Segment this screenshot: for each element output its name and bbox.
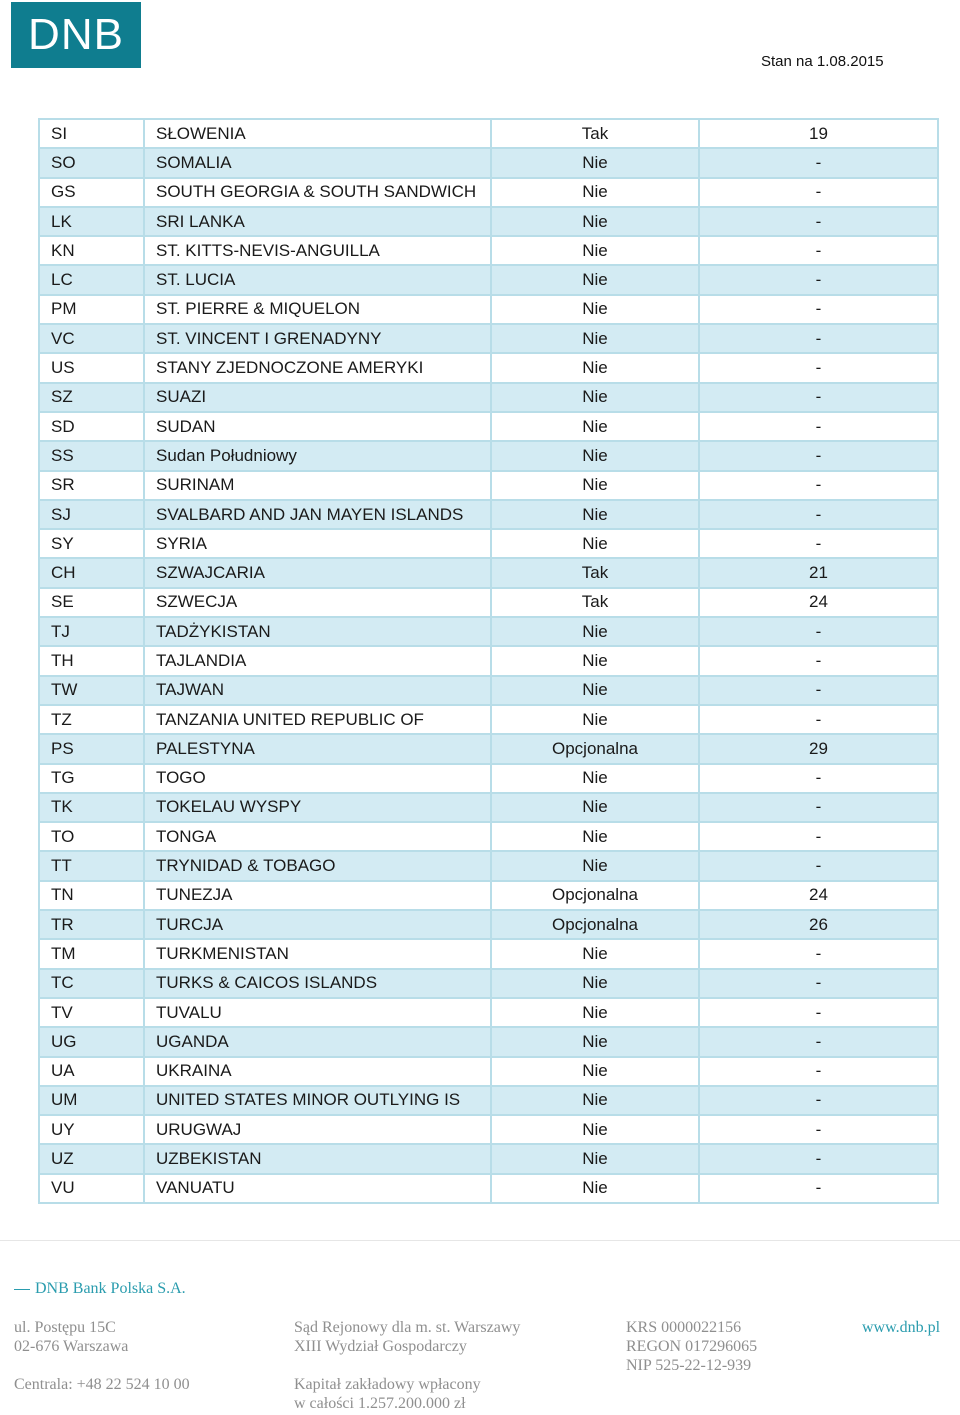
- status-cell: Nie: [491, 1144, 699, 1173]
- status-cell: Nie: [491, 324, 699, 353]
- table-row: [39, 236, 938, 265]
- table-row: [39, 588, 938, 617]
- country-code-cell: LC: [39, 265, 144, 294]
- country-code-cell: PS: [39, 734, 144, 763]
- status-cell: Nie: [491, 529, 699, 558]
- value-cell: -: [699, 500, 938, 529]
- value-cell: -: [699, 353, 938, 382]
- table-row: [39, 265, 938, 294]
- status-cell: Nie: [491, 764, 699, 793]
- table-row: [39, 851, 938, 880]
- status-cell: Nie: [491, 148, 699, 177]
- footer-regon: REGON 017296065: [626, 1338, 758, 1355]
- status-cell: Nie: [491, 1115, 699, 1144]
- status-cell: Tak: [491, 588, 699, 617]
- footer-divider: [0, 1240, 960, 1241]
- value-cell: -: [699, 998, 938, 1027]
- status-cell: Nie: [491, 353, 699, 382]
- table-row: [39, 617, 938, 646]
- country-name-cell: UNITED STATES MINOR OUTLYING IS: [144, 1086, 491, 1115]
- table-row: [39, 148, 938, 177]
- country-name-cell: TOGO: [144, 764, 491, 793]
- country-table: [38, 118, 939, 1204]
- country-name-cell: URUGWAJ: [144, 1115, 491, 1144]
- country-name-cell: TAJWAN: [144, 676, 491, 705]
- status-cell: Nie: [491, 265, 699, 294]
- footer-website-link[interactable]: www.dnb.pl: [862, 1319, 941, 1336]
- country-code-cell: TV: [39, 998, 144, 1027]
- country-code-cell: TG: [39, 764, 144, 793]
- status-cell: Opcjonalna: [491, 734, 699, 763]
- country-code-cell: UG: [39, 1027, 144, 1056]
- footer-address-line2: 02-676 Warszawa: [14, 1338, 129, 1355]
- footer-capital: [294, 1375, 481, 1413]
- value-cell: -: [699, 265, 938, 294]
- table-row: [39, 1115, 938, 1144]
- country-name-cell: TAJLANDIA: [144, 646, 491, 675]
- value-cell: -: [699, 1144, 938, 1173]
- footer-nip: NIP 525-22-12-939: [626, 1357, 752, 1374]
- country-code-cell: TZ: [39, 705, 144, 734]
- country-name-cell: ST. KITTS-NEVIS-ANGUILLA: [144, 236, 491, 265]
- table-row: [39, 764, 938, 793]
- country-code-cell: GS: [39, 178, 144, 207]
- table-row: [39, 793, 938, 822]
- table-row: [39, 500, 938, 529]
- table-row: [39, 383, 938, 412]
- country-name-cell: STANY ZJEDNOCZONE AMERYKI: [144, 353, 491, 382]
- value-cell: -: [699, 1057, 938, 1086]
- country-code-cell: UA: [39, 1057, 144, 1086]
- status-cell: Nie: [491, 178, 699, 207]
- status-cell: Nie: [491, 441, 699, 470]
- country-name-cell: PALESTYNA: [144, 734, 491, 763]
- table-row: [39, 939, 938, 968]
- country-name-cell: ST. LUCIA: [144, 265, 491, 294]
- country-name-cell: TRYNIDAD & TOBAGO: [144, 851, 491, 880]
- country-code-cell: SS: [39, 441, 144, 470]
- country-code-cell: TJ: [39, 617, 144, 646]
- table-row: [39, 1144, 938, 1173]
- value-cell: 21: [699, 558, 938, 587]
- country-code-cell: VU: [39, 1174, 144, 1203]
- country-code-cell: TM: [39, 939, 144, 968]
- table-row: [39, 705, 938, 734]
- footer-registry: [626, 1318, 757, 1375]
- dnb-logo: DNB: [11, 2, 141, 68]
- country-code-cell: TH: [39, 646, 144, 675]
- table-row: [39, 969, 938, 998]
- country-name-cell: TADŻYKISTAN: [144, 617, 491, 646]
- country-name-cell: UKRAINA: [144, 1057, 491, 1086]
- status-cell: Nie: [491, 1174, 699, 1203]
- country-code-cell: SR: [39, 471, 144, 500]
- country-name-cell: Sudan Południowy: [144, 441, 491, 470]
- status-cell: Nie: [491, 851, 699, 880]
- country-code-cell: VC: [39, 324, 144, 353]
- table-row: [39, 1027, 938, 1056]
- status-cell: Nie: [491, 236, 699, 265]
- footer-krs: KRS 0000022156: [626, 1319, 742, 1336]
- value-cell: -: [699, 148, 938, 177]
- country-name-cell: SVALBARD AND JAN MAYEN ISLANDS: [144, 500, 491, 529]
- table-row: [39, 558, 938, 587]
- country-name-cell: SOUTH GEORGIA & SOUTH SANDWICH: [144, 178, 491, 207]
- footer-address-line1: ul. Postępu 15C: [14, 1319, 116, 1336]
- value-cell: -: [699, 705, 938, 734]
- country-code-cell: TR: [39, 910, 144, 939]
- status-cell: Nie: [491, 471, 699, 500]
- value-cell: 24: [699, 588, 938, 617]
- footer-phone: Centrala: +48 22 524 10 00: [14, 1376, 190, 1393]
- status-cell: Nie: [491, 207, 699, 236]
- table-row: [39, 822, 938, 851]
- footer-capital-line1: Kapitał zakładowy wpłacony: [294, 1376, 481, 1393]
- status-cell: Nie: [491, 1027, 699, 1056]
- value-cell: -: [699, 295, 938, 324]
- country-name-cell: SŁOWENIA: [144, 119, 491, 148]
- country-name-cell: UGANDA: [144, 1027, 491, 1056]
- value-cell: -: [699, 851, 938, 880]
- country-code-cell: UM: [39, 1086, 144, 1115]
- footer-address: [14, 1318, 128, 1356]
- status-cell: Nie: [491, 969, 699, 998]
- value-cell: -: [699, 1115, 938, 1144]
- country-code-cell: SE: [39, 588, 144, 617]
- status-cell: Nie: [491, 822, 699, 851]
- table-row: [39, 207, 938, 236]
- table-row: [39, 119, 938, 148]
- country-name-cell: TOKELAU WYSPY: [144, 793, 491, 822]
- country-code-cell: US: [39, 353, 144, 382]
- value-cell: -: [699, 383, 938, 412]
- value-cell: -: [699, 822, 938, 851]
- country-name-cell: SURINAM: [144, 471, 491, 500]
- table-row: [39, 734, 938, 763]
- country-code-cell: TC: [39, 969, 144, 998]
- value-cell: -: [699, 529, 938, 558]
- country-code-cell: SY: [39, 529, 144, 558]
- country-name-cell: SOMALIA: [144, 148, 491, 177]
- country-name-cell: SZWECJA: [144, 588, 491, 617]
- table-row: [39, 1057, 938, 1086]
- country-name-cell: VANUATU: [144, 1174, 491, 1203]
- country-name-cell: UZBEKISTAN: [144, 1144, 491, 1173]
- value-cell: -: [699, 969, 938, 998]
- table-row: [39, 676, 938, 705]
- value-cell: -: [699, 1086, 938, 1115]
- value-cell: 26: [699, 910, 938, 939]
- country-code-cell: TW: [39, 676, 144, 705]
- status-cell: Tak: [491, 558, 699, 587]
- status-cell: Tak: [491, 119, 699, 148]
- status-cell: Nie: [491, 617, 699, 646]
- table-row: [39, 412, 938, 441]
- value-cell: -: [699, 1174, 938, 1203]
- value-cell: -: [699, 324, 938, 353]
- value-cell: -: [699, 1027, 938, 1056]
- status-cell: Nie: [491, 939, 699, 968]
- table-row: [39, 529, 938, 558]
- date-label: Stan na 1.08.2015: [761, 53, 884, 70]
- footer-court-line1: Sąd Rejonowy dla m. st. Warszawy: [294, 1319, 521, 1336]
- value-cell: -: [699, 646, 938, 675]
- country-name-cell: TONGA: [144, 822, 491, 851]
- table-row: [39, 441, 938, 470]
- country-code-cell: TK: [39, 793, 144, 822]
- country-code-cell: TT: [39, 851, 144, 880]
- country-code-cell: KN: [39, 236, 144, 265]
- status-cell: Nie: [491, 295, 699, 324]
- country-name-cell: TANZANIA UNITED REPUBLIC OF: [144, 705, 491, 734]
- country-name-cell: SUAZI: [144, 383, 491, 412]
- country-name-cell: ST. VINCENT I GRENADYNY: [144, 324, 491, 353]
- country-code-cell: SJ: [39, 500, 144, 529]
- country-code-cell: TN: [39, 881, 144, 910]
- status-cell: Nie: [491, 412, 699, 441]
- table-row: [39, 1174, 938, 1203]
- table-row: [39, 998, 938, 1027]
- country-code-cell: UZ: [39, 1144, 144, 1173]
- country-name-cell: TURKS & CAICOS ISLANDS: [144, 969, 491, 998]
- footer-court-line2: XIII Wydział Gospodarczy: [294, 1338, 467, 1355]
- status-cell: Nie: [491, 646, 699, 675]
- value-cell: -: [699, 178, 938, 207]
- value-cell: -: [699, 236, 938, 265]
- country-code-cell: SO: [39, 148, 144, 177]
- country-code-cell: PM: [39, 295, 144, 324]
- country-code-cell: TO: [39, 822, 144, 851]
- table-row: [39, 295, 938, 324]
- status-cell: Nie: [491, 676, 699, 705]
- status-cell: Nie: [491, 1057, 699, 1086]
- value-cell: 24: [699, 881, 938, 910]
- value-cell: -: [699, 471, 938, 500]
- value-cell: -: [699, 412, 938, 441]
- status-cell: Opcjonalna: [491, 910, 699, 939]
- country-code-cell: CH: [39, 558, 144, 587]
- country-name-cell: SRI LANKA: [144, 207, 491, 236]
- status-cell: Nie: [491, 705, 699, 734]
- footer-capital-line2: w całości 1.257.200.000 zł: [294, 1395, 466, 1412]
- status-cell: Nie: [491, 793, 699, 822]
- country-code-cell: LK: [39, 207, 144, 236]
- status-cell: Nie: [491, 998, 699, 1027]
- country-name-cell: TURKMENISTAN: [144, 939, 491, 968]
- table-row: [39, 646, 938, 675]
- footer-court: [294, 1318, 520, 1356]
- value-cell: -: [699, 207, 938, 236]
- table-row: [39, 881, 938, 910]
- value-cell: 29: [699, 734, 938, 763]
- value-cell: 19: [699, 119, 938, 148]
- status-cell: Nie: [491, 1086, 699, 1115]
- status-cell: Nie: [491, 383, 699, 412]
- value-cell: -: [699, 676, 938, 705]
- country-name-cell: SUDAN: [144, 412, 491, 441]
- country-name-cell: TUNEZJA: [144, 881, 491, 910]
- value-cell: -: [699, 793, 938, 822]
- table-row: [39, 471, 938, 500]
- table-row: [39, 353, 938, 382]
- country-name-cell: TUVALU: [144, 998, 491, 1027]
- value-cell: -: [699, 441, 938, 470]
- footer-bank-name: DNB Bank Polska S.A.: [14, 1280, 186, 1298]
- country-name-cell: SZWAJCARIA: [144, 558, 491, 587]
- status-cell: Nie: [491, 500, 699, 529]
- value-cell: -: [699, 939, 938, 968]
- country-code-cell: SD: [39, 412, 144, 441]
- country-name-cell: SYRIA: [144, 529, 491, 558]
- table-row: [39, 178, 938, 207]
- table-row: [39, 324, 938, 353]
- country-code-cell: SI: [39, 119, 144, 148]
- table-row: [39, 1086, 938, 1115]
- value-cell: -: [699, 617, 938, 646]
- country-code-cell: UY: [39, 1115, 144, 1144]
- table-row: [39, 910, 938, 939]
- value-cell: -: [699, 764, 938, 793]
- status-cell: Opcjonalna: [491, 881, 699, 910]
- country-code-cell: SZ: [39, 383, 144, 412]
- country-name-cell: ST. PIERRE & MIQUELON: [144, 295, 491, 324]
- country-name-cell: TURCJA: [144, 910, 491, 939]
